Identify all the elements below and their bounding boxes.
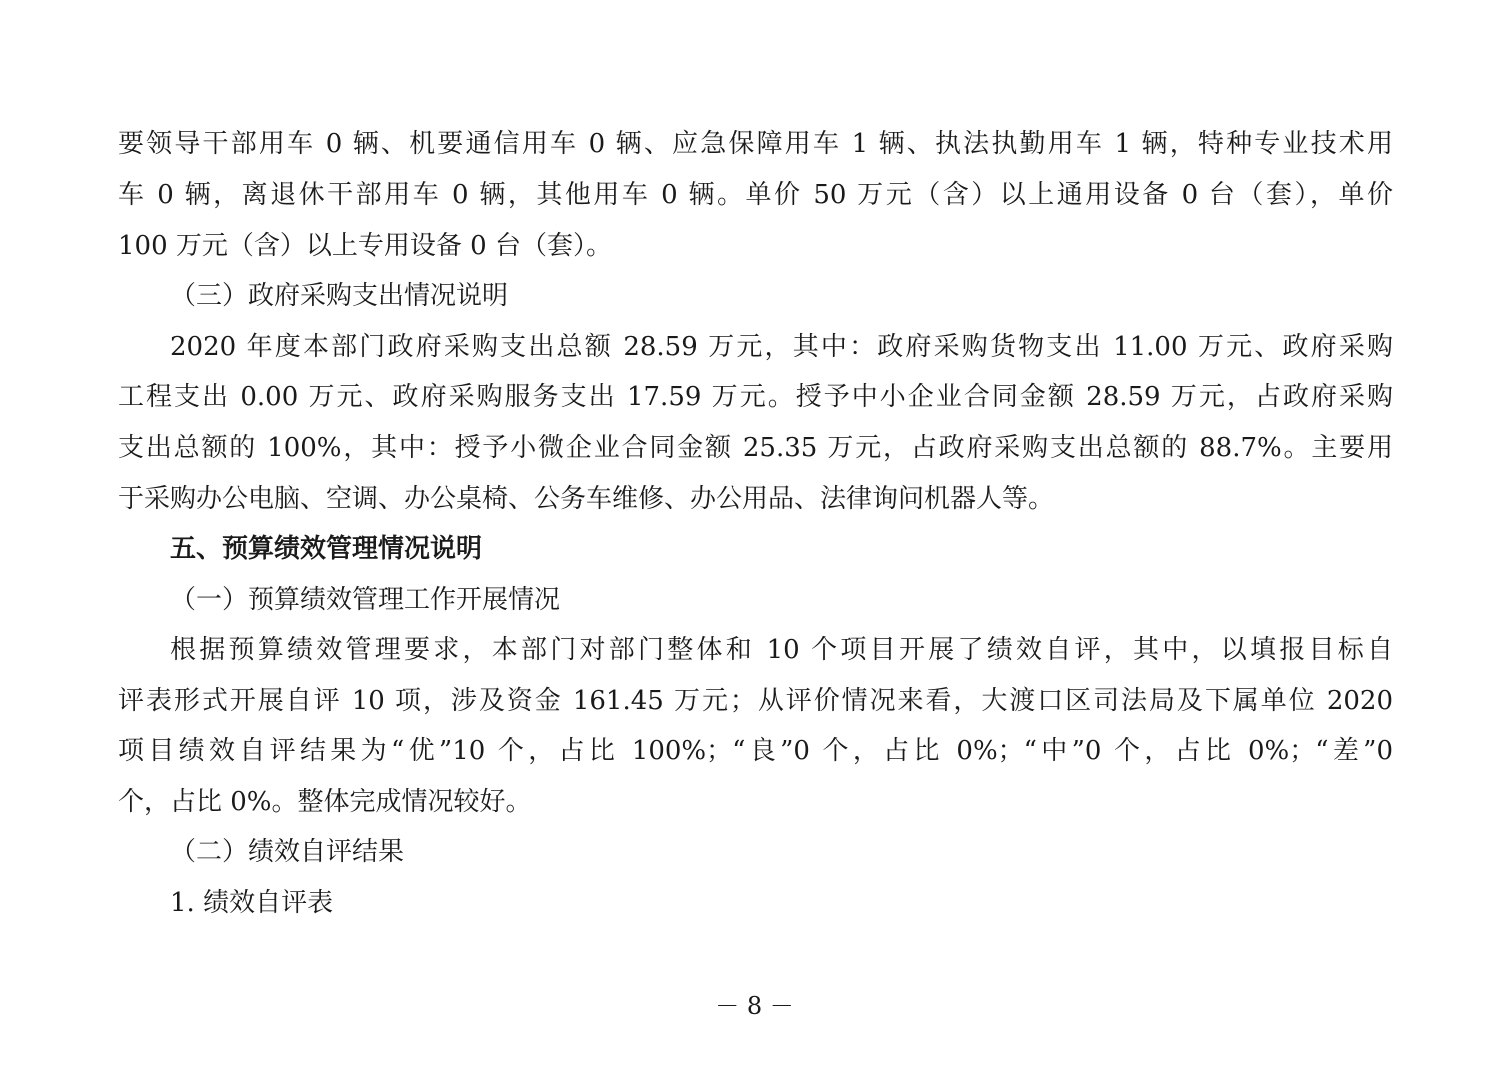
paragraph-line: 支出总额的 100%，其中：授予小微企业合同金额 25.35 万元，占政府采购支出总额的 88.7%。主要用 [118, 433, 1393, 463]
section-heading-self-evaluation-results: （二）绩效自评结果 [170, 837, 405, 867]
paragraph-line: 2020 年度本部门政府采购支出总额 28.59 万元，其中：政府采购货物支出 11.00 万元、政府采购 [170, 332, 1393, 362]
subsection-heading-evaluation-table: 1. 绩效自评表 [170, 888, 334, 918]
paragraph-line: 评表形式开展自评 10 项，涉及资金 161.45 万元；从评价情况来看，大渡口区司法局及下属单位 2020 [118, 686, 1393, 716]
section-heading-performance-work: （一）预算绩效管理工作开展情况 [170, 585, 561, 615]
paragraph-line: 于采购办公电脑、空调、办公桌椅、公务车维修、办公用品、法律询问机器人等。 [118, 484, 1055, 514]
paragraph-line: 要领导干部用车 0 辆、机要通信用车 0 辆、应急保障用车 1 辆、执法执勤用车 1 辆，特种专业技术用 [118, 129, 1393, 159]
paragraph-line: 工程支出 0.00 万元、政府采购服务支出 17.59 万元。授予中小企业合同金额 28.59 万元，占政府采购 [118, 382, 1393, 412]
chapter-heading-performance-management: 五、预算绩效管理情况说明 [170, 534, 483, 564]
paragraph-line: 根据预算绩效管理要求，本部门对部门整体和 10 个项目开展了绩效自评，其中，以填报目标自 [170, 635, 1393, 665]
paragraph-line: 项目绩效自评结果为“优”10 个，占比 100%；“良”0 个，占比 0%；“中”0 个，占比 0%；“差”0 [118, 736, 1393, 766]
page-number: － 8 － [715, 992, 794, 1020]
paragraph-line: 个，占比 0%。整体完成情况较好。 [118, 787, 532, 817]
paragraph-line: 100 万元（含）以上专用设备 0 台（套）。 [118, 231, 612, 261]
section-heading-government-procurement: （三）政府采购支出情况说明 [170, 281, 509, 311]
paragraph-line: 车 0 辆，离退休干部用车 0 辆，其他用车 0 辆。单价 50 万元（含）以上通用设备 0 台（套），单价 [118, 180, 1393, 210]
